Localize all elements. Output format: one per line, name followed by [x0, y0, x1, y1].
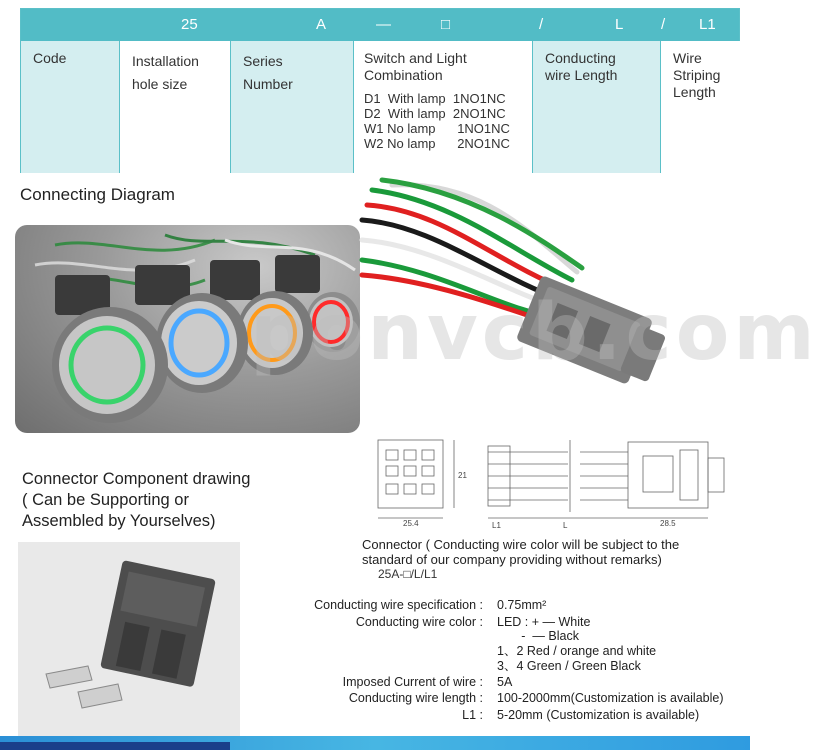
spec-label: Conducting wire length :: [348, 691, 483, 705]
col-installation-hole: [120, 41, 230, 173]
model-code-bar: [21, 9, 739, 41]
col-label: Number: [243, 76, 293, 92]
watermark: ponvcb.com: [250, 288, 819, 378]
code-part: A: [316, 16, 327, 33]
title-line: ( Can be Supporting or: [22, 491, 189, 509]
spec-value: 5A: [497, 675, 513, 689]
code-part: □: [441, 16, 451, 33]
spec-header-row: [21, 41, 739, 173]
connecting-diagram-title: Connecting Diagram: [20, 185, 175, 204]
col-label: Installation: [132, 53, 199, 69]
col-code: [21, 41, 119, 173]
title-line: Assembled by Yourselves): [22, 512, 216, 530]
col-label: Conducting: [545, 50, 616, 66]
spec-value: 0.75mm²: [497, 598, 547, 612]
col-label: Switch and Light: [364, 50, 467, 66]
dim-right-label: 28.5: [660, 519, 676, 528]
spec-row: [290, 707, 745, 723]
spec-row: [290, 597, 745, 613]
code-part: /: [661, 16, 666, 33]
spec-row: [290, 658, 745, 674]
combination-list: [364, 91, 520, 151]
col-label: Wire: [673, 50, 702, 66]
spec-row: [290, 643, 745, 659]
combination-item: W1 No lamp 1NO1NC: [364, 121, 510, 136]
spec-label: L1 :: [462, 708, 483, 722]
col-label: hole size: [132, 76, 188, 92]
connector-note-line: Connector ( Conducting wire color will be subject to the: [362, 537, 680, 552]
code-part: 25: [181, 16, 198, 33]
code-part: /: [539, 16, 544, 33]
title-line: Connector Component drawing: [22, 470, 251, 488]
spec-value: 1、2 Red / orange and white: [497, 644, 657, 658]
dim-l-label: L: [563, 521, 568, 530]
connector-component-illustration: [18, 542, 240, 737]
combination-item: W2 No lamp 2NO1NC: [364, 136, 510, 151]
col-wire-length: [533, 41, 660, 173]
combination-item: D2 With lamp 2NO1NC: [364, 106, 506, 121]
col-wire-striping: [661, 41, 740, 173]
spec-table: [20, 8, 740, 173]
connector-component-photo: [18, 542, 240, 737]
spec-row: [290, 674, 745, 690]
spec-value: LED : + — White: [497, 615, 591, 629]
spec-value: 100-2000mm(Customization is available): [497, 691, 724, 705]
col-label: Striping: [673, 67, 721, 83]
component-drawing-title: [22, 469, 250, 532]
spec-value: 5-20mm (Customization is available): [497, 708, 700, 722]
col-label: Series: [243, 53, 283, 69]
col-switch-light-combination: [354, 41, 532, 173]
col-label: Length: [673, 84, 716, 100]
connector-note: [362, 537, 742, 567]
model-code: 25A-□/L/L1: [378, 567, 438, 581]
code-part: —: [376, 16, 391, 33]
code-part: L: [615, 16, 624, 33]
connector-dimension-drawing: [358, 432, 738, 536]
footer-band-accent: [0, 742, 230, 750]
spec-value: 3、4 Green / Green Black: [497, 659, 641, 673]
col-label: Combination: [364, 67, 443, 83]
technical-drawing: [358, 432, 738, 536]
code-part: L1: [699, 16, 716, 33]
dim-l1-label: L1: [492, 521, 501, 530]
col-label: wire Length: [545, 67, 618, 83]
dim-width-label: 25.4: [403, 519, 419, 528]
combination-item: D1 With lamp 1NO1NC: [364, 91, 506, 106]
spec-label: Conducting wire specification :: [314, 598, 483, 612]
spec-label: Imposed Current of wire :: [342, 675, 483, 689]
dim-height-label: 21: [458, 471, 467, 480]
spec-row: [290, 628, 745, 644]
col-label: Code: [33, 50, 67, 66]
spec-row: [290, 690, 745, 706]
connector-note-line: standard of our company providing without remarks): [362, 552, 662, 567]
spec-label: Conducting wire color :: [355, 615, 483, 629]
col-series-number: [231, 41, 353, 173]
spec-value: - — Black: [497, 629, 579, 643]
